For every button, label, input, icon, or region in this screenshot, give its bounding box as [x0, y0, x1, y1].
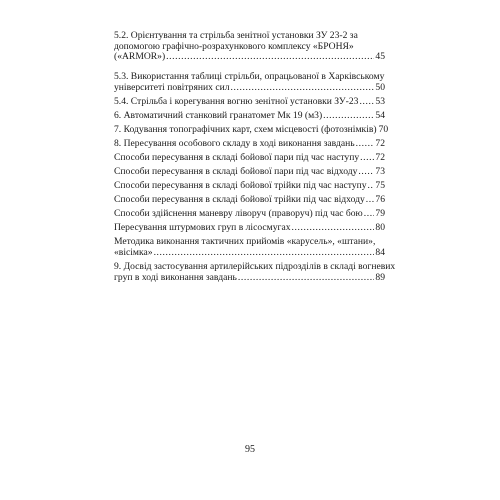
- dot-leader: [358, 167, 374, 178]
- toc-entry-title: 5.4. Стрільба і корегування вогню зенітної установки ЗУ-23: [114, 96, 359, 107]
- dot-leader: [238, 273, 375, 284]
- toc-entry: [114, 195, 385, 206]
- toc-page-number: 72: [375, 138, 385, 149]
- toc-entry: [114, 209, 385, 220]
- toc-entry-title: Пересування штурмових груп в лісосмугах: [114, 222, 291, 233]
- toc-entry-title: Способи пересування в складі бойової пари під час відходу: [114, 166, 358, 177]
- dot-leader: [359, 97, 374, 108]
- toc-entry: [114, 72, 385, 93]
- toc-entry-title: університеті повітряних сил: [114, 81, 230, 93]
- toc-page-number: 75: [375, 180, 385, 191]
- toc-page-number: 70: [378, 124, 389, 135]
- toc-entry: [114, 124, 389, 136]
- toc-page-number: 50: [375, 81, 385, 93]
- toc-entry: [114, 167, 385, 178]
- toc-entry-title: 6. Автоматичний станковий гранатомет Мк 19 (м3): [114, 110, 323, 121]
- dot-leader: [166, 52, 374, 63]
- toc-page-number: 79: [375, 208, 385, 219]
- toc-entry: [114, 261, 396, 283]
- toc-entry: [114, 153, 385, 164]
- toc-page-number: 84: [375, 246, 385, 258]
- dot-leader: [366, 195, 375, 206]
- dot-leader: [154, 248, 375, 259]
- page-number: 95: [245, 444, 255, 455]
- toc-entry-line: 9. Досвід застосування артилерійських підрозділів в складі вогневих: [114, 261, 396, 272]
- toc-page-number: 45: [375, 51, 385, 63]
- toc-entry: [114, 139, 385, 150]
- dot-leader: [364, 209, 375, 220]
- dot-leader: [368, 181, 375, 192]
- dot-leader: [360, 153, 374, 164]
- toc-entry-title: 8. Пересування особового складу в ході виконання завдань: [114, 138, 355, 149]
- toc-entry-title: груп в ході виконання завдань: [114, 271, 237, 283]
- toc-entry-title: Способи пересування в складі бойової трійки під час наступу: [114, 180, 367, 191]
- toc-page-number: 72: [375, 152, 385, 163]
- toc-page-number: 53: [375, 96, 385, 107]
- toc-entry: [114, 181, 385, 192]
- toc-page-number: 76: [375, 194, 385, 205]
- toc-entry-line: 5.2. Орієнтування та стрільба зенітної установки ЗУ 23-2 за: [114, 30, 358, 41]
- dot-leader: [292, 223, 375, 234]
- dot-leader: [323, 111, 374, 122]
- toc-page-number: 80: [375, 222, 385, 233]
- toc-entry-title: Способи пересування в складі бойової трійки під час відходу: [114, 194, 365, 205]
- toc-entry: [114, 223, 385, 234]
- toc-entry-line: 5.3. Використання таблиці стрільби, опрацьованої в Харківському: [114, 71, 385, 82]
- toc-entry-line: допомогою графічно-розрахункового комплексу «БРОНЯ»: [114, 40, 354, 52]
- dot-leader: [231, 83, 375, 94]
- toc-page-number: 73: [375, 166, 385, 177]
- toc-entry: [114, 97, 385, 108]
- toc-entry-line: Методика виконання тактичних прийомів «карусель», «штани»,: [114, 236, 376, 247]
- toc-entry: [114, 111, 385, 122]
- toc-entry-title: («ARMOR»): [114, 51, 166, 63]
- dot-leader: [356, 139, 375, 150]
- toc-entry-title: Способи пересування в складі бойової пари під час наступу: [114, 152, 360, 163]
- toc-entry: [114, 237, 385, 258]
- toc-page-number: 54: [375, 110, 385, 121]
- toc-page-number: 89: [375, 271, 385, 283]
- toc-entry: [114, 31, 385, 63]
- toc-entry-title: 7. Кодування топографічних карт, схем місцевості (фотознімків): [114, 124, 377, 135]
- toc-entry-title: Способи здійснення маневру ліворуч (праворуч) під час бою: [114, 208, 363, 219]
- toc-entry-title: «вісімка»: [114, 246, 153, 258]
